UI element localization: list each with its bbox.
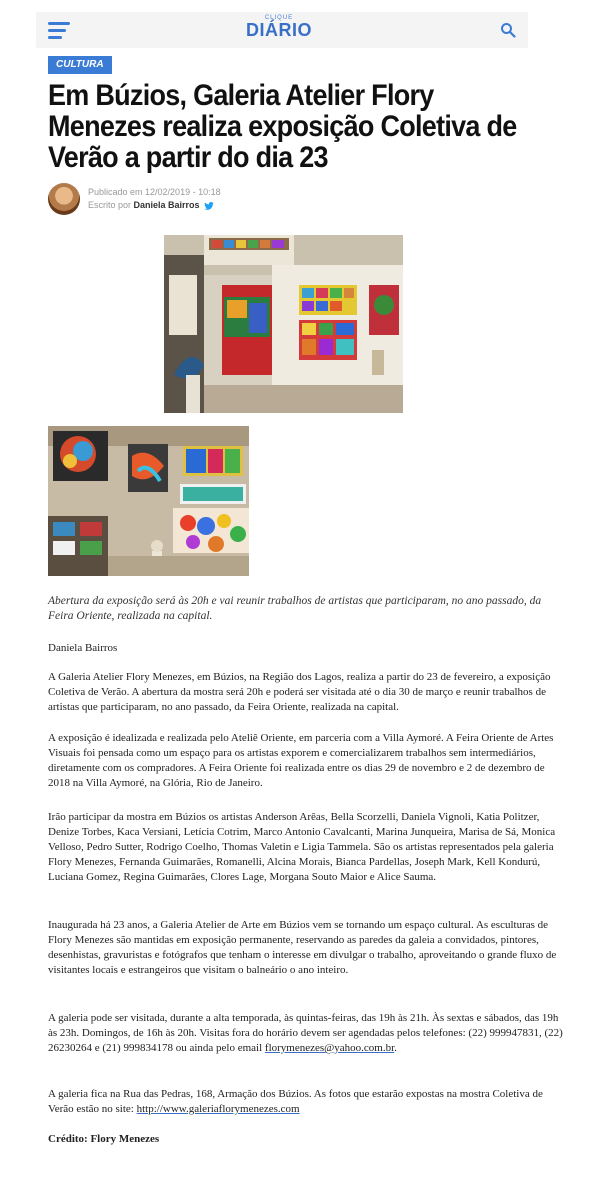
paragraph-3: Irão participar da mostra em Búzios os artistas Anderson Arêas, Bella Scorzelli, Daniela Vignoli, Katia Politzer, Denize Torbes, Kaca Versiani, Letícia Cotrim, Marco Antonio Cavalcanti, Marina Junqueira, Marisa de Sá, Monica Velloso, Pedro Sutter, Rodrigo Coelho, Thomas Valetin e Ligia Tammela. São os artistas representados pela galeria Flory Menezes, Fernanda Guimarães, Romanelli, Alcina Morais, Bianca Pardellas, Joseph Mark, Kell Kondurú, Luciana Gomez, Regina Guimarães, Clores Lage, Morgana Souto Maior e Alice Sauma. bbox=[48, 811, 556, 883]
logo-main-text: DIÁRIO bbox=[246, 20, 312, 40]
twitter-icon[interactable] bbox=[204, 202, 214, 210]
paragraph-5-text: A galeria pode ser visitada, durante a alta temporada, às quintas-feiras, das 19h às 21h. Às sextas e sábados, das 19h às 23h. Domingos, de 16h às 20h. Visitas fora do horário devem ser agendadas pelos telefones: (22) 999947831, (22) 26230264 e (21) 999834178 ou ainda pelo email bbox=[48, 1012, 563, 1054]
gallery-photo-1[interactable] bbox=[164, 235, 403, 413]
header-bar bbox=[36, 12, 528, 48]
hamburger-menu-icon[interactable] bbox=[48, 22, 70, 38]
paragraph-5 bbox=[48, 1011, 563, 1056]
category-badge[interactable]: CULTURA bbox=[48, 56, 112, 74]
written-by-label: Escrito por bbox=[88, 200, 134, 210]
paragraph-4: Inaugurada há 23 anos, a Galeria Atelier de Arte em Búzios vem se tornando um espaço cultural. As esculturas de Flory Menezes são mantidas em exposição permanente, reservando as paredes da galeia a convidados, pintores, desenhistas, gravuristas e fotógrafos que tenham o interesse em divulgar o trabalho, aproveitando o grande fluxo de visitantes locais e estrangeiros que visitam o balneário o ano inteiro. bbox=[48, 919, 557, 976]
paragraph-5-end: . bbox=[394, 1042, 397, 1054]
paragraph-6-text: A galeria fica na Rua das Pedras, 168, Armação dos Búzios. As fotos que estarão expostas na mostra Coletiva de Verão estão no site: bbox=[48, 1088, 543, 1115]
paragraph-1: A Galeria Atelier Flory Menezes, em Búzios, na Região dos Lagos, realiza a partir do 23 de fevereiro, a exposição Coletiva de Verão. A abertura da mostra será 20h e poderá ser visitada até o dia 30 de março e reunir trabalhos de artistas que participaram, no ano passado, da Feira Oriente, realizada na capital. bbox=[48, 671, 551, 713]
paragraph-2: A exposição é idealizada e realizada pelo Ateliê Oriente, em parceria com a Villa Aymoré. A Feira Oriente de Artes Visuais foi pensada como um espaço para os artistas exporem e comercializarem trabalhos sem intermediários, diretamente com os compradores. A Feira Oriente foi realizada entre os dias 29 de novembro e 2 de dezembro de 2018 na Villa Aymoré, na Glória, Rio de Janeiro. bbox=[48, 732, 554, 789]
paragraph-6 bbox=[48, 1087, 563, 1117]
photo-caption: Abertura da exposição será às 20h e vai reunir trabalhos de artistas que participaram, no ano passado, da Feira Oriente, realizada na capital. bbox=[48, 595, 542, 622]
top-bar bbox=[0, 0, 616, 56]
email-link[interactable]: florymenezes@yahoo.com.br bbox=[264, 1042, 395, 1054]
site-logo[interactable] bbox=[246, 15, 312, 39]
author-avatar[interactable] bbox=[48, 183, 80, 215]
published-date: Publicado em 12/02/2019 - 10:18 bbox=[88, 187, 221, 197]
logo-small-text: CLIQUE bbox=[264, 15, 294, 21]
site-link[interactable]: http://www.galeriaflorymenezes.com bbox=[136, 1103, 300, 1115]
search-icon[interactable] bbox=[500, 22, 516, 38]
meta-text bbox=[88, 186, 221, 212]
author-line bbox=[88, 199, 221, 212]
article-title: Em Búzios, Galeria Atelier Flory Menezes realiza exposição Coletiva de Verão a partir do dia 23 bbox=[48, 79, 517, 174]
author-name[interactable]: Daniela Bairros bbox=[133, 200, 200, 210]
gallery-photo-2[interactable] bbox=[48, 426, 249, 576]
byline: Daniela Bairros bbox=[48, 642, 118, 654]
photo-credit: Crédito: Flory Menezes bbox=[48, 1133, 160, 1145]
